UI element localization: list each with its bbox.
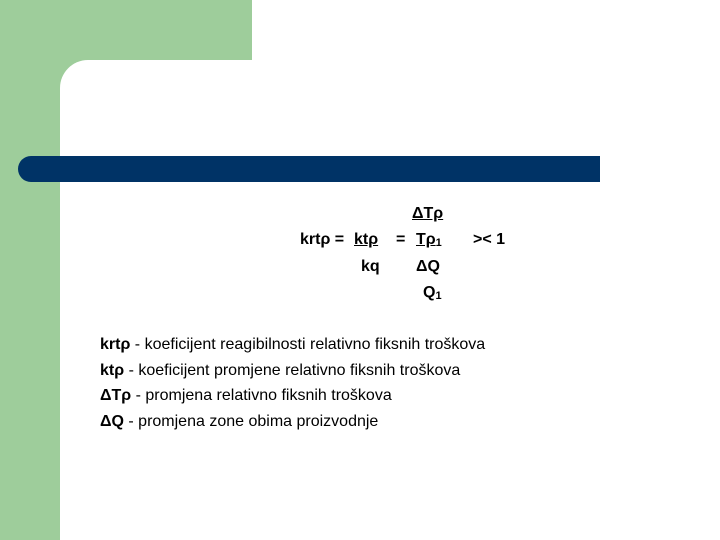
definition-row: ΔTρ - promjena relativno fiksnih troškova	[100, 387, 392, 404]
definition-row: krtρ - koeficijent reagibilnosti relativno fiksnih troškova	[100, 336, 486, 353]
definitions-list	[100, 332, 485, 434]
content-panel	[60, 60, 720, 540]
definition-row: ΔQ - promjena zone obima proizvodnje	[100, 412, 379, 430]
lhs-krtp: krtρ =	[300, 231, 345, 248]
numerator-delta-tp: ΔTρ	[412, 205, 444, 222]
denominator-q1: $Q_1$	[423, 284, 442, 302]
title-bar	[18, 156, 600, 182]
fraction-tp1: $T\rho_1$	[416, 231, 442, 249]
denominator-kq: kq	[361, 258, 380, 275]
equals-sign: =	[396, 231, 406, 248]
definition-row: ktρ - koeficijent promjene relativno fiksnih troškova	[100, 361, 461, 379]
denominator-delta-q: ΔQ	[416, 258, 440, 275]
fraction-ktp: ktρ	[354, 231, 379, 248]
comparison-sign: >< 1	[473, 231, 506, 248]
green-left-strip	[0, 0, 60, 540]
